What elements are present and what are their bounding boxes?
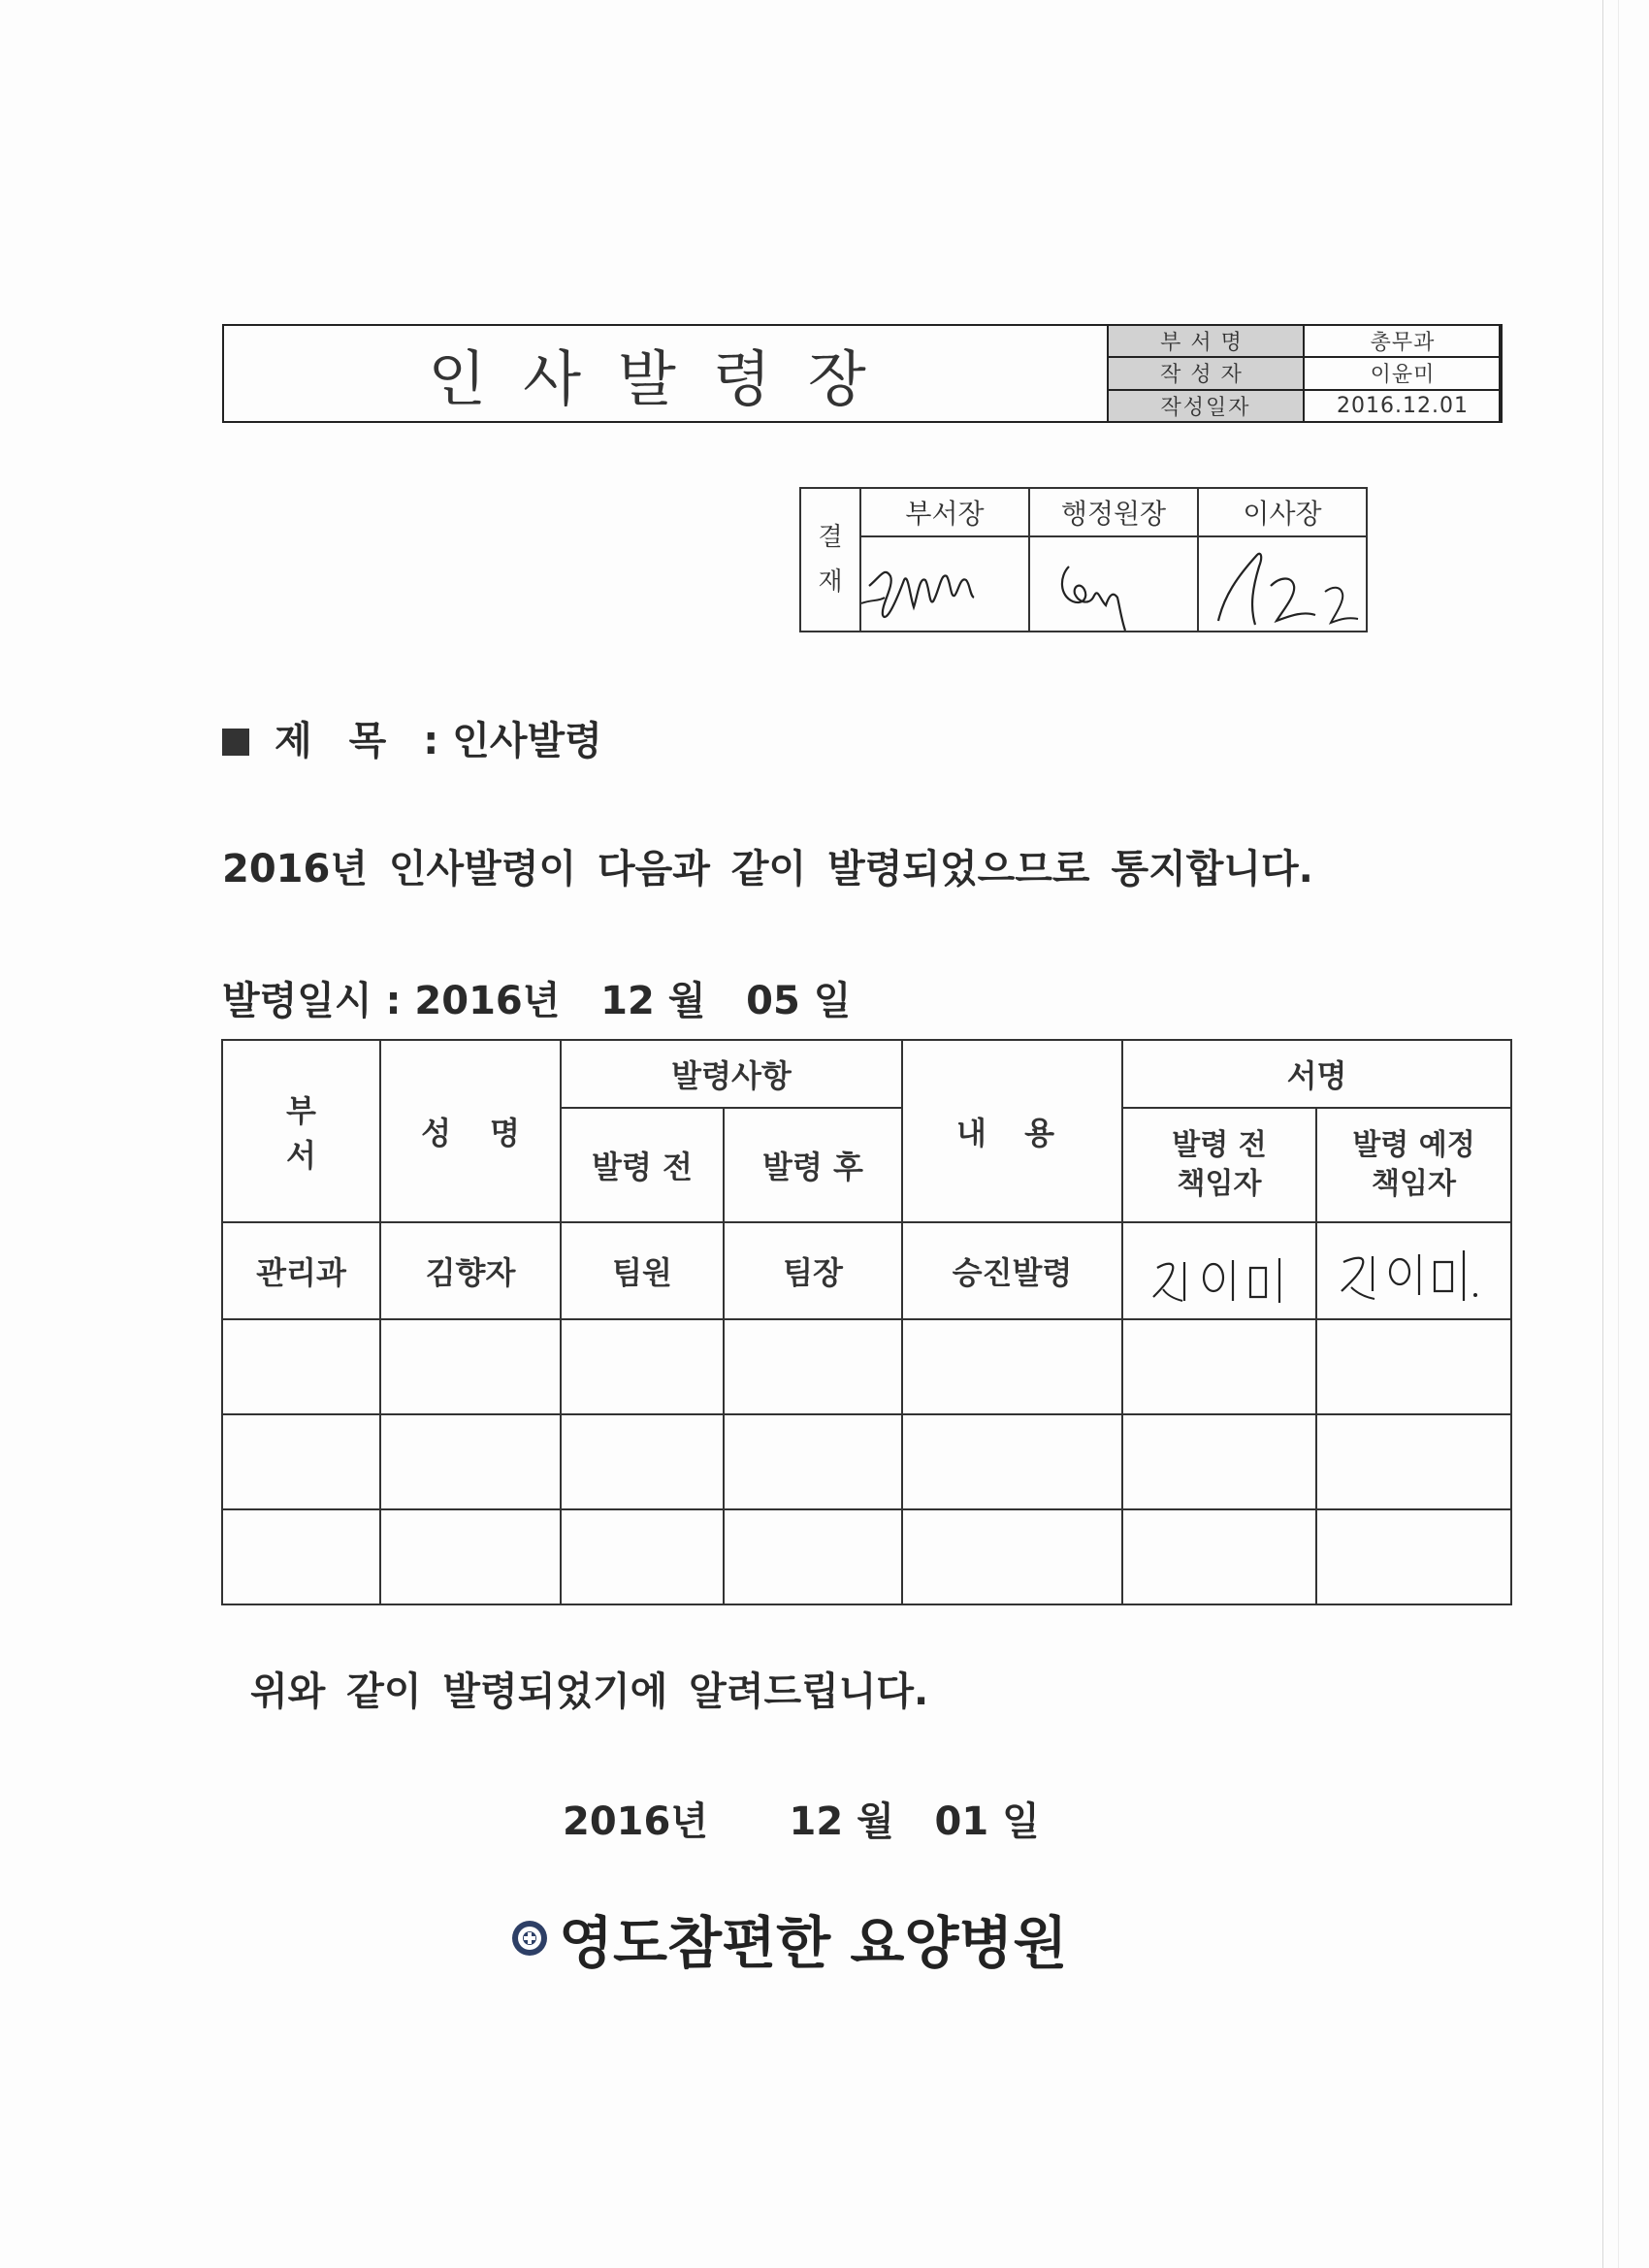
cell-content (902, 1414, 1122, 1509)
scan-edge (1602, 0, 1603, 2268)
header-dept: 부서 (222, 1040, 380, 1222)
cell-dept (222, 1319, 380, 1414)
approval-role: 이사장 (1198, 488, 1367, 536)
closing-text: 위와 같이 발령되었기에 알려드립니다. (250, 1669, 929, 1714)
cell-name (380, 1319, 561, 1414)
cell-sign-after (1316, 1222, 1511, 1319)
header-name: 성명 (380, 1040, 561, 1222)
header-after: 발령 후 (724, 1108, 902, 1222)
meta-label: 작성자 (1108, 357, 1304, 389)
cell-before (561, 1509, 724, 1604)
cell-content (902, 1509, 1122, 1604)
signature-admin-director (1029, 536, 1198, 632)
table-row (222, 1319, 1511, 1414)
cell-name (380, 1414, 561, 1509)
handwritten-signature (1124, 1223, 1314, 1311)
cell-sign-before (1122, 1222, 1316, 1319)
cell-name: 김향자 (380, 1222, 561, 1319)
square-bullet-icon (222, 729, 249, 756)
meta-value: 총무과 (1304, 325, 1502, 357)
cell-after: 팀장 (724, 1222, 902, 1319)
header-content: 내 용 (902, 1040, 1122, 1222)
issue-date (222, 970, 851, 1025)
cell-before (561, 1414, 724, 1509)
cell-after (724, 1319, 902, 1414)
meta-value: 이윤미 (1304, 357, 1502, 389)
cell-content: 승진발령 (902, 1222, 1122, 1319)
cell-content (902, 1319, 1122, 1414)
cell-sign-after (1316, 1414, 1511, 1509)
cell-sign-after (1316, 1509, 1511, 1604)
subject-line (222, 710, 602, 765)
cell-before: 팀원 (561, 1222, 724, 1319)
approval-role: 행정원장 (1029, 488, 1198, 536)
approval-role: 부서장 (860, 488, 1029, 536)
table-row (222, 1222, 1511, 1319)
document-date: 2016년 12 월 01 일 (563, 1799, 1040, 1844)
cell-after (724, 1414, 902, 1509)
document-header (222, 324, 1501, 423)
signature-department-head (860, 536, 1029, 632)
cell-sign-before (1122, 1319, 1316, 1414)
cell-after (724, 1509, 902, 1604)
cell-sign-before (1122, 1414, 1316, 1509)
meta-table (1107, 324, 1503, 423)
meta-label: 부서명 (1108, 325, 1304, 357)
hospital-logo-icon (510, 1919, 549, 1958)
handwritten-signature (1318, 1223, 1510, 1311)
approval-box (799, 487, 1368, 632)
cell-dept (222, 1509, 380, 1604)
organization (510, 1897, 1067, 1979)
header-action-group: 발령사항 (561, 1040, 902, 1108)
subject-label: 제목 (275, 719, 424, 763)
issue-date-value: : 2016년 12 월 05 일 (385, 979, 852, 1023)
meta-label: 작성일자 (1108, 390, 1304, 422)
header-sign-after: 발령 예정 책임자 (1316, 1108, 1511, 1222)
cell-sign-after (1316, 1319, 1511, 1414)
cell-dept (222, 1414, 380, 1509)
signature-chairman (1198, 536, 1367, 632)
issue-date-label: 발령일시 (222, 979, 372, 1023)
header-sign-before: 발령 전 책임자 (1122, 1108, 1316, 1222)
personnel-table (221, 1039, 1512, 1605)
cell-sign-before (1122, 1509, 1316, 1604)
cell-name (380, 1509, 561, 1604)
organization-name: 영도참편한 요양병원 (559, 1910, 1068, 1976)
approval-side-label (800, 488, 860, 632)
table-row (222, 1414, 1511, 1509)
subject-value: : 인사발령 (423, 719, 602, 763)
header-sign-group: 서명 (1122, 1040, 1511, 1108)
approval-side-text: 결재 (818, 523, 843, 597)
signature-scribble (861, 537, 1028, 631)
scan-edge (1618, 0, 1619, 2268)
cell-dept: 관리과 (222, 1222, 380, 1319)
header-before: 발령 전 (561, 1108, 724, 1222)
document-title: 인사발령장 (428, 342, 903, 414)
meta-value: 2016.12.01 (1304, 390, 1502, 422)
signature-scribble (1199, 537, 1366, 631)
notice-text: 2016년 인사발령이 다음과 같이 발령되었으므로 통지합니다. (222, 847, 1313, 891)
cell-before (561, 1319, 724, 1414)
signature-scribble (1030, 537, 1197, 631)
table-row (222, 1509, 1511, 1604)
